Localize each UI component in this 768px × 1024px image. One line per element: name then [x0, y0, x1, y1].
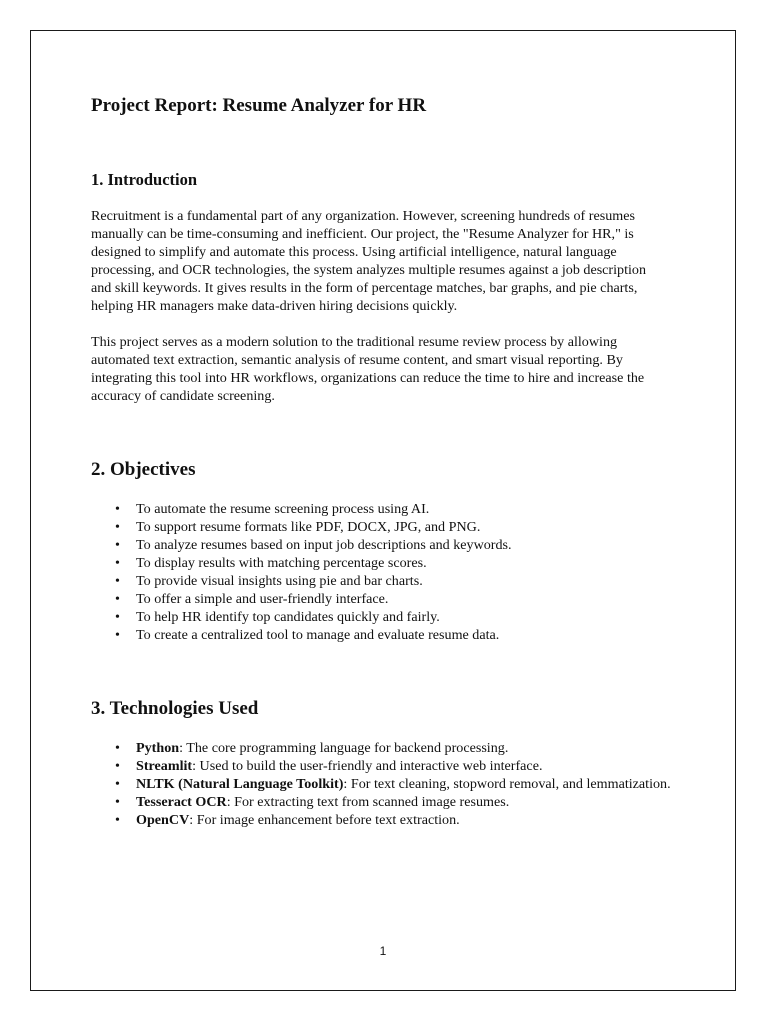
list-item — [91, 572, 691, 590]
technology-term: OpenCV — [136, 812, 190, 828]
objective-text: To automate the resume screening process using AI. — [136, 501, 430, 517]
list-item — [91, 793, 691, 811]
introduction-heading: 1. Introduction — [91, 170, 198, 189]
list-item — [91, 590, 691, 608]
bullet-icon: • — [115, 519, 120, 535]
list-item — [91, 536, 691, 554]
page-number: 1 — [379, 944, 387, 958]
list-item — [91, 554, 691, 572]
technology-desc: : For text cleaning, stopword removal, and lemmatization. — [343, 776, 671, 792]
list-item — [91, 608, 691, 626]
report-title: Project Report: Resume Analyzer for HR — [91, 95, 427, 116]
technologies-heading: 3. Technologies Used — [91, 698, 259, 719]
bullet-icon: • — [115, 573, 120, 589]
introduction-paragraph-1: Recruitment is a fundamental part of any organization. However, screening hundreds of resumes manually can be time-consuming and inefficient. Our project, the "Resume Analyzer for HR," is designed to simplify and automate this process. Using artificial intelligence, natural language processing, and OCR technologies, the system analyzes multiple resumes against a job description and skill keywords. It gives results in the form of percentage matches, bar graphs, and pie charts, helping HR managers make data-driven hiring decisions quickly. — [91, 208, 647, 314]
technology-term: Streamlit — [136, 758, 193, 774]
technology-desc: : For extracting text from scanned image resumes. — [226, 794, 510, 810]
introduction-paragraph-2: This project serves as a modern solution to the traditional resume review process by allowing automated text extraction, semantic analysis of resume content, and smart visual reporting. By integrating this tool into HR workflows, organizations can reduce the time to hire and increase the accuracy of candidate screening. — [91, 334, 645, 404]
technology-term: Tesseract OCR — [136, 794, 227, 810]
objectives-heading: 2. Objectives — [91, 459, 196, 480]
bullet-icon: • — [115, 501, 120, 517]
list-item — [91, 739, 691, 757]
objectives-list — [91, 500, 691, 644]
list-item — [91, 757, 691, 775]
objective-text: To analyze resumes based on input job descriptions and keywords. — [136, 537, 512, 553]
bullet-icon: • — [115, 627, 120, 643]
document-page — [30, 30, 736, 991]
objective-text: To support resume formats like PDF, DOCX, JPG, and PNG. — [136, 519, 481, 535]
bullet-icon: • — [115, 794, 120, 810]
technology-desc: : The core programming language for backend processing. — [179, 740, 509, 756]
bullet-icon: • — [115, 591, 120, 607]
technology-desc: : For image enhancement before text extraction. — [189, 812, 460, 828]
list-item — [91, 500, 691, 518]
objective-text: To offer a simple and user-friendly interface. — [136, 591, 389, 607]
objective-text: To provide visual insights using pie and bar charts. — [136, 573, 423, 589]
list-item — [91, 626, 691, 644]
bullet-icon: • — [115, 537, 120, 553]
bullet-icon: • — [115, 776, 120, 792]
technology-desc: : Used to build the user-friendly and interactive web interface. — [192, 758, 543, 774]
list-item — [91, 775, 691, 793]
objective-text: To help HR identify top candidates quickly and fairly. — [136, 609, 440, 625]
technology-term: NLTK (Natural Language Toolkit) — [136, 776, 344, 792]
bullet-icon: • — [115, 812, 120, 828]
technologies-list — [91, 739, 691, 829]
technology-term: Python — [136, 740, 180, 756]
bullet-icon: • — [115, 609, 120, 625]
list-item — [91, 811, 691, 829]
list-item — [91, 518, 691, 536]
bullet-icon: • — [115, 555, 120, 571]
objective-text: To create a centralized tool to manage and evaluate resume data. — [136, 627, 500, 643]
bullet-icon: • — [115, 740, 120, 756]
objective-text: To display results with matching percentage scores. — [136, 555, 427, 571]
bullet-icon: • — [115, 758, 120, 774]
